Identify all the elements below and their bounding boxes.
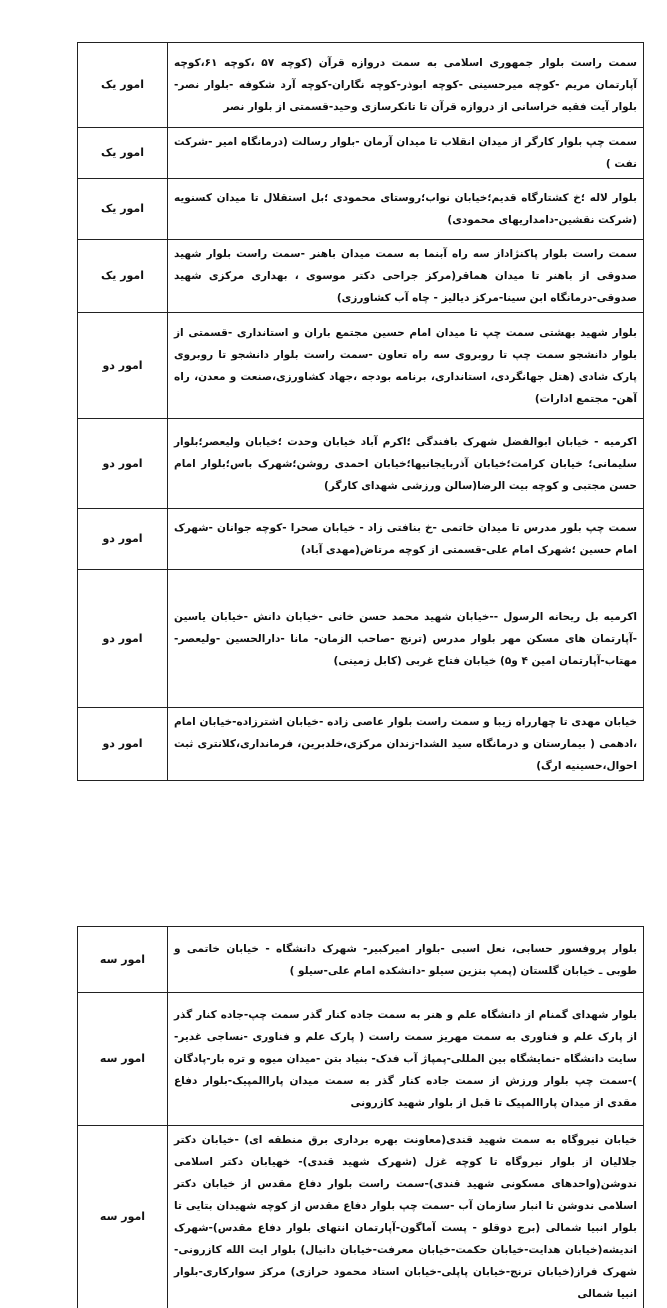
section-label: امور دو	[78, 708, 168, 781]
outage-schedule-table-1	[77, 42, 644, 781]
section-label: امور دو	[78, 313, 168, 419]
area-description: اکرمیه - خیابان ابوالفضل شهرک بافندگی ؛اکرم آباد خیابان وحدت ؛خیابان ولیعصر؛بلوار سلیمانی؛ خیابان کرامت؛خیابان آذربایجانیها؛خیابان احمدی روشن؛شهرک باس؛بلوار امام حسن مجتبی و کوچه بیت الرضا(سالن ورزشی شهدای کارگر)	[168, 419, 644, 509]
area-description: بلوار پروفسور حسابی، نعل اسبی -بلوار امیرکبیر- شهرک دانشگاه - خیابان خاتمی و طوبی ـ خیابان گلستان (پمپ بنزین سیلو -دانشکده امام علی-سیلو )	[168, 927, 644, 993]
section-label: امور دو	[78, 570, 168, 708]
table-row	[78, 927, 644, 993]
area-description: بلوار لاله ؛خ کشتارگاه قدیم؛خیابان نواب؛روستای محمودی ؛بل استقلال تا میدان کسنویه (شرکت نقشین-دامداریهای محمودی)	[168, 179, 644, 240]
section-label: امور سه	[78, 1126, 168, 1308]
section-label: امور دو	[78, 509, 168, 570]
table-row	[78, 993, 644, 1126]
table-row	[78, 570, 644, 708]
outage-schedule-table-2	[77, 926, 644, 1308]
table-row	[78, 1126, 644, 1308]
table-row	[78, 313, 644, 419]
section-label: امور دو	[78, 419, 168, 509]
section-label: امور یک	[78, 128, 168, 179]
area-description: سمت راست بلوار جمهوری اسلامی به سمت دروازه قرآن (کوچه ۵۷ ،کوچه ۶۱،کوچه آپارتمان مریم -کوچه میرحسینی -کوچه ابوذر-کوچه نگاران-کوچه آرد شکوفه -بلوار نصر-بلوار آیت فقیه خراسانی از دروازه قرآن تا تانکرسازی وحید-قسمتی از بلوار نصر	[168, 43, 644, 128]
table-row	[78, 128, 644, 179]
area-description: سمت چپ بلوار کارگر از میدان انقلاب تا میدان آرمان -بلوار رسالت (درمانگاه امیر -شرکت نفت )	[168, 128, 644, 179]
area-description: خیابان مهدی تا چهارراه زیبا و سمت راست بلوار عاصی زاده -خیابان اشترزاده-خیابان امام ،ادهمی ( بیمارستان و درمانگاه سید الشدا-زندان مرکزی،خلدبرین، فرمانداری،کلانتری ثبت احوال،حسینیه ارگ)	[168, 708, 644, 781]
area-description: خیابان نیروگاه به سمت شهید قندی(معاونت بهره برداری برق منطقه ای) -خیابان دکتر جلالیان از بلوار نیروگاه تا کوچه غزل (شهرک شهید قندی)- خهیابان دکتر اسلامی ندوشن(واحدهای مسکونی شهید قندی)-سمت راست بلوار دفاع مقدس از خیابان دکتر اسلامی ندوشن تا انبار سازمان آب -سمت چپ بلوار دفاع مقدس از کوچه شهیدان بتایی تا بلوار انبیا شمالی (برج دوقلو - پست آماگون-آپارتمان انتهای بلوار دفاع مقدس)-شهرک اندیشه(خیابان هدایت-خیابان حکمت-خیابان معرفت-خیابان دانیال) بلوار ایت الله کازرونی- شهرک فراز(خیابان ترنج-خیابان پاپلی-خیابان استاد محمود حرازی) مرکز سوارکاری-بلوار انبیا شمالی	[168, 1126, 644, 1308]
area-description: سمت چپ بلور مدرس تا میدان خاتمی -خ بنافتی زاد - خیابان صحرا -کوچه جوانان -شهرک امام حسین ؛شهرک امام علی-قسمتی از کوچه مرتاض(مهدی آباد)	[168, 509, 644, 570]
area-description: اکرمیه بل ریحانه الرسول --خیابان شهید محمد حسن خانی -خیابان دانش -خیابان یاسین -آپارتمان های مسکن مهر بلوار مدرس (ترنج -صاحب الزمان- مانا -دارالحسین -ولیعصر-مهتاب-آپارتمان امین ۴ و۵) خیابان فتاح غربی (کابل زمینی)	[168, 570, 644, 708]
section-label: امور یک	[78, 43, 168, 128]
table-row	[78, 179, 644, 240]
area-description: سمت راست بلوار پاکنژاداز سه راه آبنما به سمت میدان باهنر -سمت راست بلوار شهید صدوقی از باهنر تا میدان هماقر(مرکز جراحی دکتر موسوی ، بهداری مرکزی شهید صدوقی-درمانگاه ابن سینا-مرکز دیالیز - چاه آب کشاورزی)	[168, 240, 644, 313]
table-row	[78, 419, 644, 509]
section-label: امور سه	[78, 927, 168, 993]
table-row	[78, 509, 644, 570]
table-row	[78, 240, 644, 313]
section-label: امور یک	[78, 179, 168, 240]
section-label: امور یک	[78, 240, 168, 313]
table-row	[78, 43, 644, 128]
area-description: بلوار شهید بهشتی سمت چپ تا میدان امام حسین مجتمع باران و استانداری -قسمتی از بلوار دانشجو سمت چپ تا روبروی سه راه تعاون -سمت راست بلوار دانشجو تا روبروی پارک شادی (هتل جهانگردی، استانداری، برنامه بودجه ،جهاد کشاورزی،صنعت و معدن، راه آهن- مجتمع ادارات)	[168, 313, 644, 419]
section-label: امور سه	[78, 993, 168, 1126]
table-row	[78, 708, 644, 781]
area-description: بلوار شهدای گمنام از دانشگاه علم و هنر به سمت جاده کنار گذر سمت چپ-جاده کنار گذر از پارک علم و فناوری به سمت مهریز سمت راست ( پارک علم و فناوری -نساجی غدیر-سایت دانشگاه -نمایشگاه بین المللی-پمپاژ آب فدک- بنیاد بتن -میدان میوه و تره بار-پادگان )-سمت چپ بلوار ورزش از سمت جاده کنار گذر به سمت میدان پاراالمپیک-بلوار دفاع مقدی از میدان پاراالمپیک تا قبل از بلوار شهید کازرونی	[168, 993, 644, 1126]
